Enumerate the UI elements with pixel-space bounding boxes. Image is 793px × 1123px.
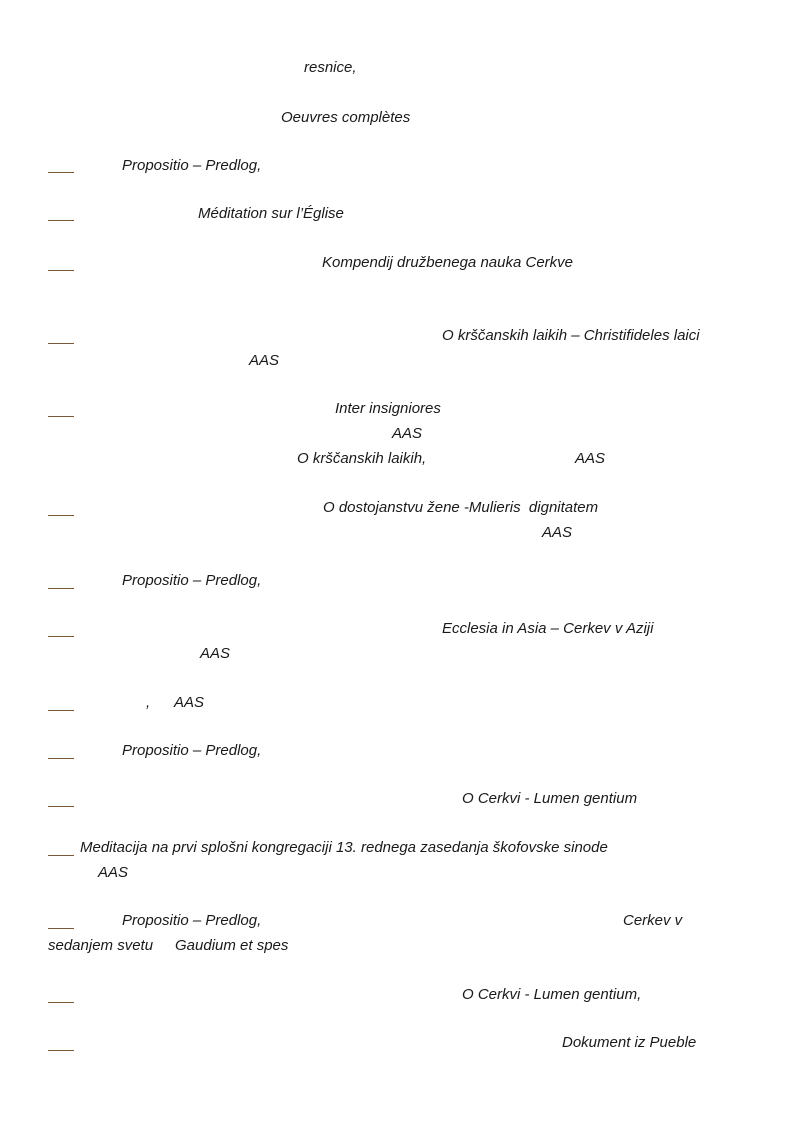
footnote-rule bbox=[48, 416, 74, 417]
footnote-rule bbox=[48, 710, 74, 711]
text-fragment: AAS bbox=[249, 352, 280, 369]
text-fragment: Propositio – Predlog, bbox=[122, 742, 262, 759]
footnote-rule bbox=[48, 758, 74, 759]
footnote-rule bbox=[48, 172, 74, 173]
footnote-rule bbox=[48, 636, 74, 637]
text-fragment: Oeuvres complètes bbox=[281, 109, 411, 126]
footnote-rule bbox=[48, 855, 74, 856]
text-fragment: , bbox=[146, 694, 151, 711]
text-fragment: Propositio – Predlog, bbox=[122, 572, 262, 589]
footnote-rule bbox=[48, 515, 74, 516]
footnote-rule bbox=[48, 806, 74, 807]
text-fragment: Kompendij družbenega nauka Cerkve bbox=[322, 254, 573, 271]
text-fragment: O Cerkvi - Lumen gentium, bbox=[462, 986, 642, 1003]
text-fragment: Dokument iz Pueble bbox=[562, 1034, 697, 1051]
text-fragment: AAS bbox=[542, 524, 573, 541]
text-fragment: O dostojanstvu žene -Mulieris dignitatem bbox=[323, 499, 599, 516]
footnote-rule bbox=[48, 1002, 74, 1003]
footnote-rule bbox=[48, 220, 74, 221]
footnote-rule bbox=[48, 343, 74, 344]
text-fragment: AAS bbox=[392, 425, 423, 442]
text-fragment: AAS bbox=[174, 694, 205, 711]
text-fragment: O krščanskih laikih – Christifideles laici bbox=[442, 327, 700, 344]
text-fragment: Meditacija na prvi splošni kongregaciji 13. rednega zasedanja škofovske sinode bbox=[80, 839, 608, 856]
text-fragment: Inter insigniores bbox=[335, 400, 441, 417]
footnote-rule bbox=[48, 1050, 74, 1051]
text-fragment: Ecclesia in Asia – Cerkev v Aziji bbox=[442, 620, 654, 637]
text-fragment: sedanjem svetu bbox=[48, 937, 154, 954]
text-fragment: AAS bbox=[575, 450, 606, 467]
footnote-rule bbox=[48, 588, 74, 589]
text-fragment: Propositio – Predlog, bbox=[122, 912, 262, 929]
text-fragment: Cerkev v bbox=[623, 912, 683, 929]
text-fragment: resnice, bbox=[304, 59, 357, 76]
text-fragment: Méditation sur l’Église bbox=[198, 205, 344, 222]
footnote-rule bbox=[48, 270, 74, 271]
text-fragment: AAS bbox=[200, 645, 231, 662]
text-fragment: O krščanskih laikih, bbox=[297, 450, 427, 467]
text-fragment: O Cerkvi - Lumen gentium bbox=[462, 790, 638, 807]
footnote-rule bbox=[48, 928, 74, 929]
text-fragment: Gaudium et spes bbox=[175, 937, 289, 954]
text-fragment: Propositio – Predlog, bbox=[122, 157, 262, 174]
text-fragment: AAS bbox=[98, 864, 129, 881]
